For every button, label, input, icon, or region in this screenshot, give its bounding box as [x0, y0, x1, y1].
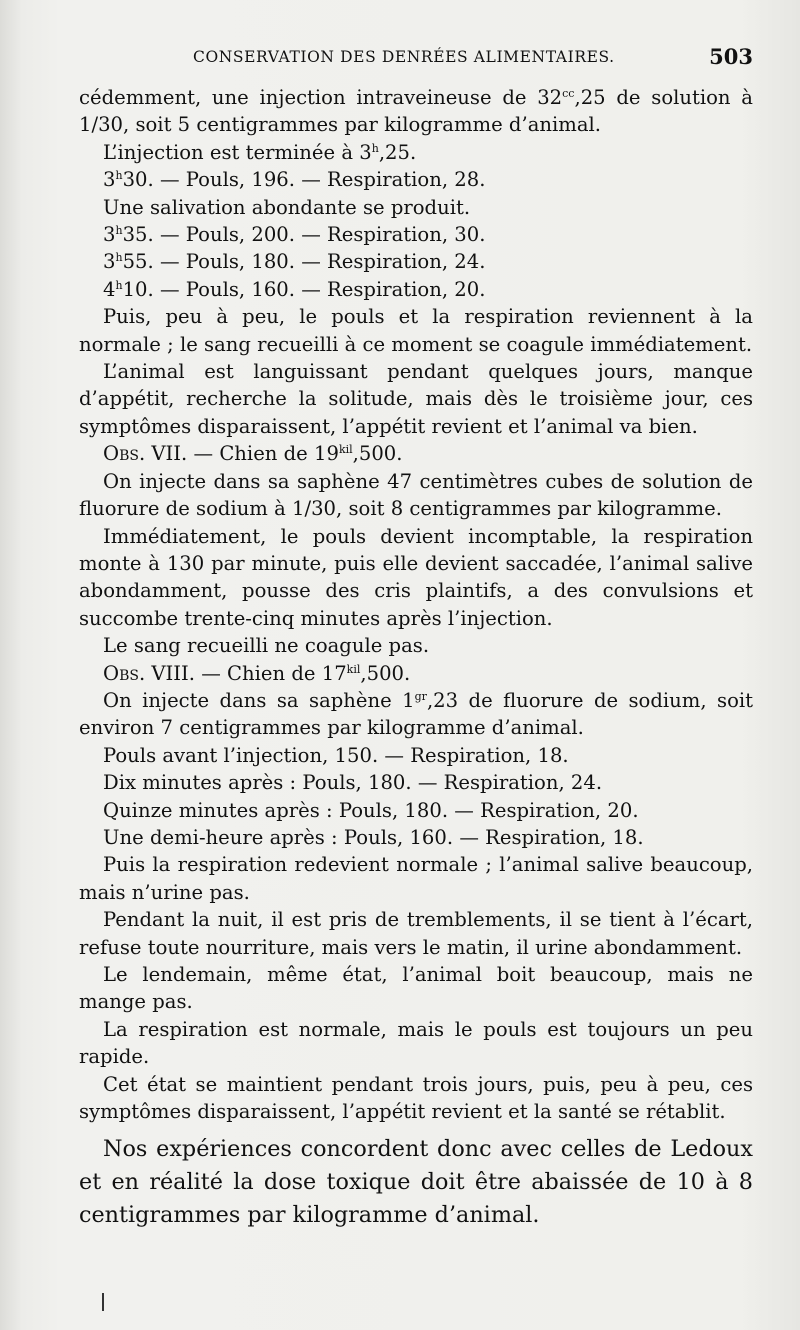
observation-heading: Obs. VII. — Chien de $19^{kil},500$. — [103, 442, 403, 466]
measurement-line: Dix minutes après : Pouls, 180. — Respiration, 24. — [103, 771, 603, 795]
paragraph: Pendant la nuit, il est pris de tremblements, il se tient à l’écart, refuse toute nourriture, mais vers le matin, il urine abondamment. — [79, 908, 753, 959]
measurement-line: 3$^h$55. — Pouls, 180. — Respiration, 24. — [103, 250, 486, 274]
paragraph: Le sang recueilli ne coagule pas. — [103, 634, 430, 658]
conclusion-paragraph: Nos expériences concordent donc avec celles de Ledoux et en réalité la dose toxique doit être abaissée de 10 à 8 centigrammes par kilogramme d’animal. — [79, 1136, 753, 1229]
paragraph: Immédiatement, le pouls devient incomptable, la respiration monte à 130 par minute, puis elle devient saccadée, l’animal salive abondamment, pousse des cris plaintifs, a des convulsions et succombe trente-cinq minutes après l’injection. — [79, 524, 753, 630]
page-number: 503 — [709, 44, 753, 69]
paragraph: On injecte dans sa saphène $1^{gr},23$ de fluorure de sodium, soit environ 7 centigrammes par kilogramme d’animal. — [79, 688, 754, 740]
running-head: CONSERVATION DES DENRÉES ALIMENTAIRES. — [193, 48, 615, 66]
observation-heading: Obs. VIII. — Chien de $17^{kil},500$. — [103, 661, 411, 685]
paragraph: On injecte dans sa saphène 47 centimètres cubes de solution de fluorure de sodium à 1/30, soit 8 centigrammes par kilogramme. — [79, 469, 753, 521]
measurement-line: Pouls avant l’injection, 150. — Respiration, 18. — [103, 743, 569, 767]
paragraph: La respiration est normale, mais le pouls est toujours un peu rapide. — [79, 1017, 753, 1069]
paragraph: cédemment, une injection intraveineuse de $32^{cc},25$ de solution à 1/30, soit 5 centigrammes par kilogramme d’animal. — [79, 86, 753, 137]
paragraph: Cet état se maintient pendant trois jours, puis, peu à peu, ces symptômes disparaissent, l’appétit revient et la santé se rétablit. — [79, 1072, 753, 1124]
page-header — [193, 44, 753, 74]
paragraph: Une salivation abondante se produit. — [103, 195, 471, 219]
paragraph: Le lendemain, même état, l’animal boit beaucoup, mais ne mange pas. — [79, 963, 753, 1014]
paragraph: L’injection est terminée à 3$^h$,25. — [103, 140, 417, 164]
paragraph: Puis, peu à peu, le pouls et la respiration reviennent à la normale ; le sang recueilli à ce moment se coagule immédiatement. — [79, 305, 753, 356]
measurement-line: 4$^h$10. — Pouls, 160. — Respiration, 20. — [103, 277, 486, 301]
paragraph: L’animal est languissant pendant quelques jours, manque d’appétit, recherche la solitude, mais dès le troisième jour, ces symptômes disparaissent, l’appétit revient et l’animal va bien. — [79, 360, 753, 438]
paragraph: Puis la respiration redevient normale ; l’animal salive beaucoup, mais n’urine pas. — [79, 853, 753, 904]
body-text — [79, 84, 753, 1255]
measurement-line: 3$^h$35. — Pouls, 200. — Respiration, 30. — [103, 223, 486, 247]
measurement-line: Quinze minutes après : Pouls, 180. — Respiration, 20. — [103, 798, 639, 822]
measurement-line: Une demi-heure après : Pouls, 160. — Respiration, 18. — [103, 825, 644, 849]
measurement-line: 3$^h$30. — Pouls, 196. — Respiration, 28. — [103, 168, 486, 192]
margin-mark — [102, 1293, 104, 1311]
